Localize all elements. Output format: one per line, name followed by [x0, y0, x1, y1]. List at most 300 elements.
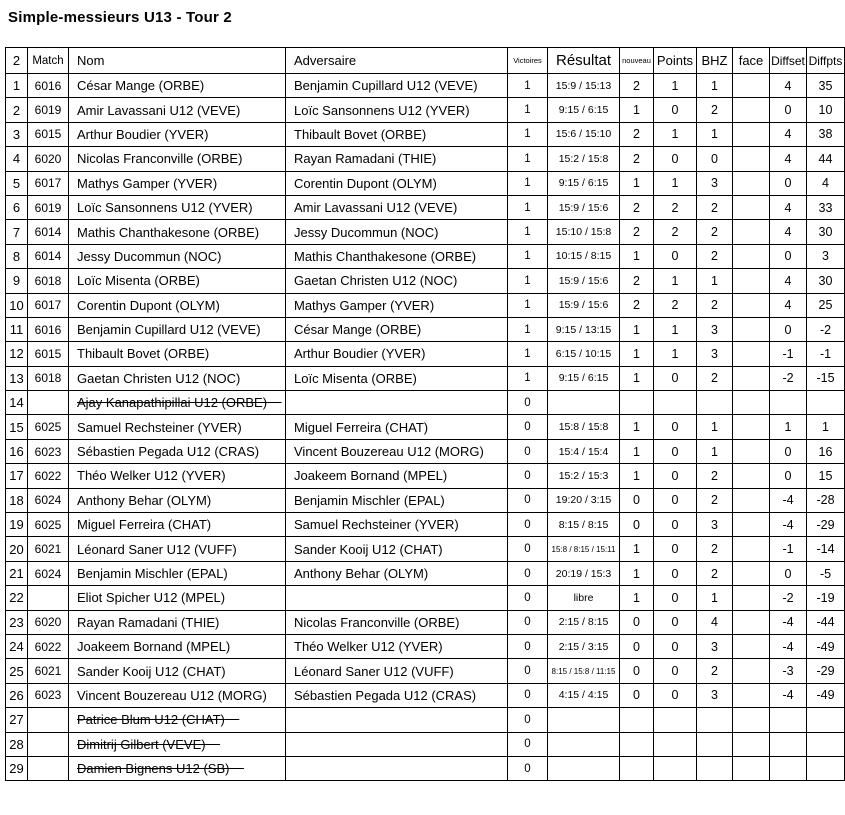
victories-cell	[508, 439, 548, 463]
victories-cell-text: 1	[524, 323, 531, 336]
player-name-cell	[69, 708, 286, 732]
match-number-cell	[28, 756, 69, 780]
table-row	[6, 220, 845, 244]
diffset-cell	[770, 74, 807, 98]
player-name-cell-text: Amir Lavassani U12 (VEVE)	[77, 102, 241, 118]
row-number-cell	[6, 488, 28, 512]
match-number-cell-text: 6024	[34, 493, 62, 508]
victories-cell	[508, 293, 548, 317]
table-row	[6, 195, 845, 219]
row-number-cell	[6, 537, 28, 561]
match-number-cell-text: 6014	[34, 249, 62, 264]
bhz-cell-text: 2	[711, 200, 718, 215]
match-number-cell	[28, 488, 69, 512]
result-cell	[548, 464, 620, 488]
bhz-cell-text: 3	[711, 322, 718, 337]
table-row	[6, 439, 845, 463]
result-cell	[548, 244, 620, 268]
points-cell	[654, 756, 697, 780]
player-name-cell-text: Loïc Sansonnens U12 (YVER)	[77, 200, 253, 216]
nouveau-cell-text: 0	[633, 688, 640, 703]
result-cell	[548, 634, 620, 658]
nouveau-cell-text: 1	[633, 444, 640, 459]
victories-cell-text: 0	[524, 421, 531, 434]
row-number-cell-text: 7	[12, 224, 21, 240]
victories-cell	[508, 415, 548, 439]
points-cell	[654, 488, 697, 512]
diffpts-cell	[807, 171, 845, 195]
match-number-cell-text: 6020	[34, 615, 62, 630]
opponent-name-cell-text: Benjamin Cupillard U12 (VEVE)	[294, 78, 478, 94]
row-number-cell-text: 17	[9, 468, 24, 484]
table-row	[6, 366, 845, 390]
diffset-cell-text: 4	[784, 298, 792, 313]
match-number-cell-text: 6018	[34, 371, 62, 386]
nouveau-cell-text: 0	[633, 493, 640, 508]
player-name-cell	[69, 195, 286, 219]
victories-cell-text: 0	[524, 567, 531, 580]
victories-cell	[508, 708, 548, 732]
match-number-cell-text: 6025	[34, 517, 62, 532]
diffset-cell	[770, 220, 807, 244]
nouveau-cell	[620, 171, 654, 195]
row-number-cell-text: 29	[9, 761, 24, 777]
victories-cell	[508, 147, 548, 171]
row-number-cell	[6, 610, 28, 634]
row-number-cell-text: 1	[12, 78, 21, 94]
victories-cell	[508, 74, 548, 98]
opponent-name-cell	[286, 561, 508, 585]
nouveau-cell-text: 2	[633, 225, 640, 240]
player-name-cell	[69, 74, 286, 98]
opponent-name-cell	[286, 195, 508, 219]
points-cell	[654, 244, 697, 268]
result-cell	[548, 659, 620, 683]
face-cell	[733, 74, 770, 98]
diffset-cell	[770, 756, 807, 780]
opponent-name-cell-text: Léonard Saner U12 (VUFF)	[294, 663, 454, 679]
bhz-cell	[697, 98, 733, 122]
diffset-cell	[770, 634, 807, 658]
row-number-cell-text: 14	[9, 395, 24, 411]
nouveau-cell-text: 1	[633, 103, 640, 118]
player-name-cell-text: Vincent Bouzereau U12 (MORG)	[77, 687, 267, 703]
diffpts-cell-text: 33	[818, 200, 833, 215]
diffpts-cell	[807, 488, 845, 512]
diffpts-cell	[807, 756, 845, 780]
bhz-cell-text: 1	[711, 273, 718, 288]
nouveau-cell-text: 2	[633, 78, 640, 93]
diffset-cell	[770, 586, 807, 610]
opponent-name-cell-text: Loïc Misenta (ORBE)	[294, 370, 417, 386]
row-number-cell-text: 2	[12, 102, 21, 118]
points-cell-text: 0	[671, 615, 679, 630]
table-row	[6, 147, 845, 171]
diffpts-cell-text: 16	[818, 444, 833, 459]
bhz-cell-text: 1	[711, 78, 718, 93]
player-name-cell	[69, 293, 286, 317]
victories-cell	[508, 244, 548, 268]
opponent-name-cell	[286, 513, 508, 537]
result-cell	[548, 269, 620, 293]
points-cell-text: 0	[671, 517, 679, 532]
table-row	[6, 293, 845, 317]
bhz-cell	[697, 391, 733, 415]
diffset-cell-text: 0	[784, 444, 792, 459]
row-number-cell	[6, 195, 28, 219]
bhz-cell-text: 3	[711, 639, 718, 654]
victories-cell-text: 1	[524, 299, 531, 312]
points-cell-text: 1	[671, 78, 679, 93]
points-cell-text: 1	[671, 322, 679, 337]
points-cell-text: 2	[671, 225, 679, 240]
player-name-cell	[69, 244, 286, 268]
result-cell	[548, 122, 620, 146]
row-number-cell-text: 20	[9, 541, 24, 557]
points-cell	[654, 732, 697, 756]
nouveau-cell	[620, 610, 654, 634]
result-cell	[548, 171, 620, 195]
diffpts-cell	[807, 269, 845, 293]
diffset-cell-text: 0	[784, 566, 792, 581]
table-row	[6, 683, 845, 707]
player-name-cell-text: Dimitrij Gilbert (VEVE)	[77, 736, 206, 752]
nouveau-cell	[620, 195, 654, 219]
diffpts-cell-text: -49	[816, 639, 835, 654]
header-face: face	[733, 48, 770, 74]
opponent-name-cell	[286, 293, 508, 317]
opponent-name-cell	[286, 98, 508, 122]
victories-cell-text: 1	[524, 104, 531, 117]
diffset-cell-text: 4	[784, 151, 792, 166]
opponent-name-cell	[286, 74, 508, 98]
points-cell	[654, 98, 697, 122]
player-name-cell	[69, 659, 286, 683]
row-number-cell-text: 18	[9, 492, 24, 508]
face-cell	[733, 171, 770, 195]
diffpts-cell	[807, 732, 845, 756]
table-row	[6, 464, 845, 488]
diffpts-cell-text: 15	[818, 468, 833, 483]
diffset-cell	[770, 98, 807, 122]
nouveau-cell-text: 1	[633, 249, 640, 264]
points-cell	[654, 634, 697, 658]
result-cell-text: 8:15 / 8:15	[558, 518, 609, 531]
nouveau-cell	[620, 244, 654, 268]
bhz-cell	[697, 683, 733, 707]
table-row	[6, 586, 845, 610]
bhz-cell	[697, 366, 733, 390]
match-number-cell	[28, 391, 69, 415]
diffset-cell	[770, 732, 807, 756]
match-number-cell-text: 6023	[34, 444, 62, 459]
player-name-cell	[69, 513, 286, 537]
nouveau-cell	[620, 464, 654, 488]
match-number-cell	[28, 659, 69, 683]
opponent-name-cell	[286, 634, 508, 658]
row-number-cell	[6, 415, 28, 439]
nouveau-cell-text: 1	[633, 346, 640, 361]
nouveau-cell	[620, 220, 654, 244]
nouveau-cell	[620, 98, 654, 122]
points-cell	[654, 293, 697, 317]
victories-cell-text: 0	[524, 518, 531, 531]
player-name-cell-text: Samuel Rechsteiner (YVER)	[77, 419, 242, 435]
result-cell-text: 2:15 / 3:15	[558, 640, 609, 653]
victories-cell	[508, 561, 548, 585]
player-name-cell	[69, 342, 286, 366]
result-cell	[548, 74, 620, 98]
player-name-cell-text: Damien Bignens U12 (SB)	[77, 761, 230, 777]
victories-cell-text: 0	[524, 762, 531, 775]
nouveau-cell-text: 2	[633, 127, 640, 142]
player-name-cell-text: Jessy Ducommun (NOC)	[77, 248, 222, 264]
result-cell	[548, 756, 620, 780]
row-number-cell-text: 8	[12, 248, 21, 264]
match-number-cell	[28, 74, 69, 98]
player-name-cell	[69, 683, 286, 707]
result-cell	[548, 561, 620, 585]
points-cell	[654, 74, 697, 98]
player-name-cell-text: Sander Kooij U12 (CHAT)	[77, 663, 226, 679]
match-number-cell	[28, 586, 69, 610]
match-number-cell-text: 6025	[34, 420, 62, 435]
header-nouveau: nouveau	[620, 48, 654, 74]
result-cell	[548, 488, 620, 512]
points-cell-text: 0	[671, 371, 679, 386]
nouveau-cell-text: 1	[633, 176, 640, 191]
points-cell-text: 1	[671, 346, 679, 361]
player-name-cell-text: Benjamin Mischler (EPAL)	[77, 566, 228, 581]
diffset-cell	[770, 293, 807, 317]
result-cell	[548, 366, 620, 390]
row-number-cell	[6, 708, 28, 732]
bhz-cell	[697, 756, 733, 780]
opponent-name-cell	[286, 415, 508, 439]
match-number-cell-text: 6015	[34, 346, 62, 361]
table-row	[6, 98, 845, 122]
face-cell	[733, 464, 770, 488]
row-number-cell-text: 9	[12, 273, 21, 289]
match-number-cell-text: 6017	[34, 298, 62, 313]
bhz-cell	[697, 147, 733, 171]
opponent-name-cell	[286, 756, 508, 780]
diffset-cell	[770, 659, 807, 683]
row-number-cell	[6, 147, 28, 171]
player-name-cell-text: Gaetan Christen U12 (NOC)	[77, 370, 241, 386]
victories-cell	[508, 513, 548, 537]
row-number-cell	[6, 439, 28, 463]
opponent-name-cell-text: Vincent Bouzereau U12 (MORG)	[294, 444, 484, 460]
bhz-cell-text: 0	[711, 151, 718, 166]
diffpts-cell	[807, 147, 845, 171]
nouveau-cell-text: 0	[633, 664, 640, 679]
table-row	[6, 269, 845, 293]
match-number-cell-text: 6021	[34, 542, 62, 557]
player-name-cell	[69, 732, 286, 756]
points-cell	[654, 537, 697, 561]
points-cell	[654, 147, 697, 171]
match-number-cell	[28, 122, 69, 146]
victories-cell-text: 1	[524, 152, 531, 165]
victories-cell-text: 1	[524, 79, 531, 92]
table-row	[6, 513, 845, 537]
match-number-cell	[28, 513, 69, 537]
victories-cell	[508, 659, 548, 683]
bhz-cell	[697, 513, 733, 537]
victories-cell	[508, 98, 548, 122]
nouveau-cell	[620, 269, 654, 293]
player-name-cell-text: César Mange (ORBE)	[77, 78, 205, 94]
match-number-cell-text: 6024	[34, 566, 62, 581]
face-cell	[733, 537, 770, 561]
opponent-name-cell-text: Benjamin Mischler (EPAL)	[294, 492, 445, 508]
nouveau-cell-text: 2	[633, 200, 640, 215]
opponent-name-cell-text: Anthony Behar (OLYM)	[294, 566, 429, 581]
bhz-cell	[697, 317, 733, 341]
points-cell-text: 0	[671, 639, 679, 654]
row-number-cell	[6, 732, 28, 756]
player-name-cell	[69, 98, 286, 122]
face-cell	[733, 683, 770, 707]
bhz-cell	[697, 171, 733, 195]
face-cell	[733, 439, 770, 463]
result-cell-text: 15:8 / 8:15 / 15:11	[551, 545, 616, 555]
row-number-cell	[6, 634, 28, 658]
nouveau-cell-text: 1	[633, 566, 640, 581]
opponent-name-cell	[286, 269, 508, 293]
diffpts-cell-text: -49	[816, 688, 835, 703]
nouveau-cell-text: 2	[633, 151, 640, 166]
points-cell	[654, 561, 697, 585]
diffset-cell	[770, 269, 807, 293]
victories-cell-text: 0	[524, 543, 531, 556]
header-victoires: Victoires	[508, 48, 548, 74]
diffpts-cell	[807, 293, 845, 317]
diffpts-cell-text: -1	[819, 346, 832, 361]
result-cell	[548, 439, 620, 463]
match-number-cell	[28, 708, 69, 732]
diffset-cell-text: 0	[784, 322, 792, 337]
diffpts-cell	[807, 610, 845, 634]
face-cell	[733, 586, 770, 610]
nouveau-cell-text: 1	[633, 542, 640, 557]
opponent-name-cell	[286, 391, 508, 415]
nouveau-cell	[620, 293, 654, 317]
player-name-cell	[69, 586, 286, 610]
table-row	[6, 732, 845, 756]
match-number-cell-text: 6017	[34, 176, 62, 191]
opponent-name-cell-text: Amir Lavassani U12 (VEVE)	[294, 200, 458, 216]
result-cell-text: 15:6 / 15:10	[555, 128, 612, 141]
points-cell-text: 2	[671, 200, 679, 215]
row-number-cell-text: 11	[9, 322, 24, 338]
diffpts-cell	[807, 195, 845, 219]
row-number-cell-text: 15	[9, 419, 24, 435]
player-name-cell-text: Ajay Kanapathipillai U12 (ORBE)	[77, 395, 268, 411]
table-row	[6, 708, 845, 732]
bhz-cell-text: 2	[711, 103, 718, 118]
points-cell	[654, 439, 697, 463]
bhz-cell	[697, 269, 733, 293]
opponent-name-cell	[286, 147, 508, 171]
victories-cell	[508, 756, 548, 780]
points-cell	[654, 220, 697, 244]
result-cell-text: 15:2 / 15:8	[558, 152, 609, 165]
row-number-cell-text: 24	[9, 639, 24, 655]
opponent-name-cell	[286, 366, 508, 390]
points-cell	[654, 683, 697, 707]
diffpts-cell-text: -44	[816, 615, 835, 630]
opponent-name-cell-text: Théo Welker U12 (YVER)	[294, 639, 443, 655]
match-number-cell-text: 6018	[34, 273, 62, 288]
result-cell-text: 9:15 / 6:15	[558, 372, 609, 385]
bhz-cell-text: 3	[711, 688, 718, 703]
bhz-cell	[697, 122, 733, 146]
face-cell	[733, 391, 770, 415]
result-cell-text: 15:4 / 15:4	[558, 445, 609, 458]
diffpts-cell-text: -14	[816, 542, 835, 557]
victories-cell-text: 1	[524, 226, 531, 239]
nouveau-cell	[620, 537, 654, 561]
nouveau-cell	[620, 561, 654, 585]
match-number-cell-text: 6014	[34, 225, 62, 240]
match-number-cell	[28, 220, 69, 244]
face-cell	[733, 634, 770, 658]
row-number-cell	[6, 342, 28, 366]
diffpts-cell	[807, 391, 845, 415]
result-cell-text: 9:15 / 6:15	[558, 177, 609, 190]
table-row	[6, 317, 845, 341]
victories-cell-text: 1	[524, 250, 531, 263]
match-number-cell-text: 6016	[34, 322, 62, 337]
opponent-name-cell	[286, 464, 508, 488]
diffpts-cell	[807, 586, 845, 610]
diffset-cell-text: 4	[784, 273, 792, 288]
bhz-cell	[697, 708, 733, 732]
bhz-cell-text: 2	[711, 225, 718, 240]
match-number-cell	[28, 98, 69, 122]
diffset-cell-text: -4	[782, 639, 794, 654]
opponent-name-cell-text: Sander Kooij U12 (CHAT)	[294, 541, 443, 557]
player-name-cell	[69, 269, 286, 293]
nouveau-cell	[620, 586, 654, 610]
row-number-cell	[6, 756, 28, 780]
bhz-cell	[697, 220, 733, 244]
opponent-name-cell-text: Miguel Ferreira (CHAT)	[294, 419, 429, 435]
row-number-cell	[6, 293, 28, 317]
victories-cell	[508, 220, 548, 244]
player-name-cell-text: Nicolas Franconville (ORBE)	[77, 151, 243, 167]
victories-cell-text: 1	[524, 177, 531, 190]
diffset-cell	[770, 464, 807, 488]
opponent-name-cell	[286, 537, 508, 561]
opponent-name-cell	[286, 439, 508, 463]
row-number-cell-text: 26	[9, 687, 24, 703]
diffpts-cell-text: -5	[819, 566, 832, 581]
face-cell	[733, 317, 770, 341]
victories-cell	[508, 269, 548, 293]
victories-cell-text: 0	[524, 616, 531, 629]
row-number-cell-text: 25	[9, 663, 24, 679]
nouveau-cell	[620, 391, 654, 415]
bhz-cell-text: 3	[711, 176, 718, 191]
victories-cell	[508, 317, 548, 341]
diffset-cell-text: -1	[782, 542, 794, 557]
points-cell-text: 0	[671, 566, 679, 581]
face-cell	[733, 610, 770, 634]
diffpts-cell	[807, 634, 845, 658]
